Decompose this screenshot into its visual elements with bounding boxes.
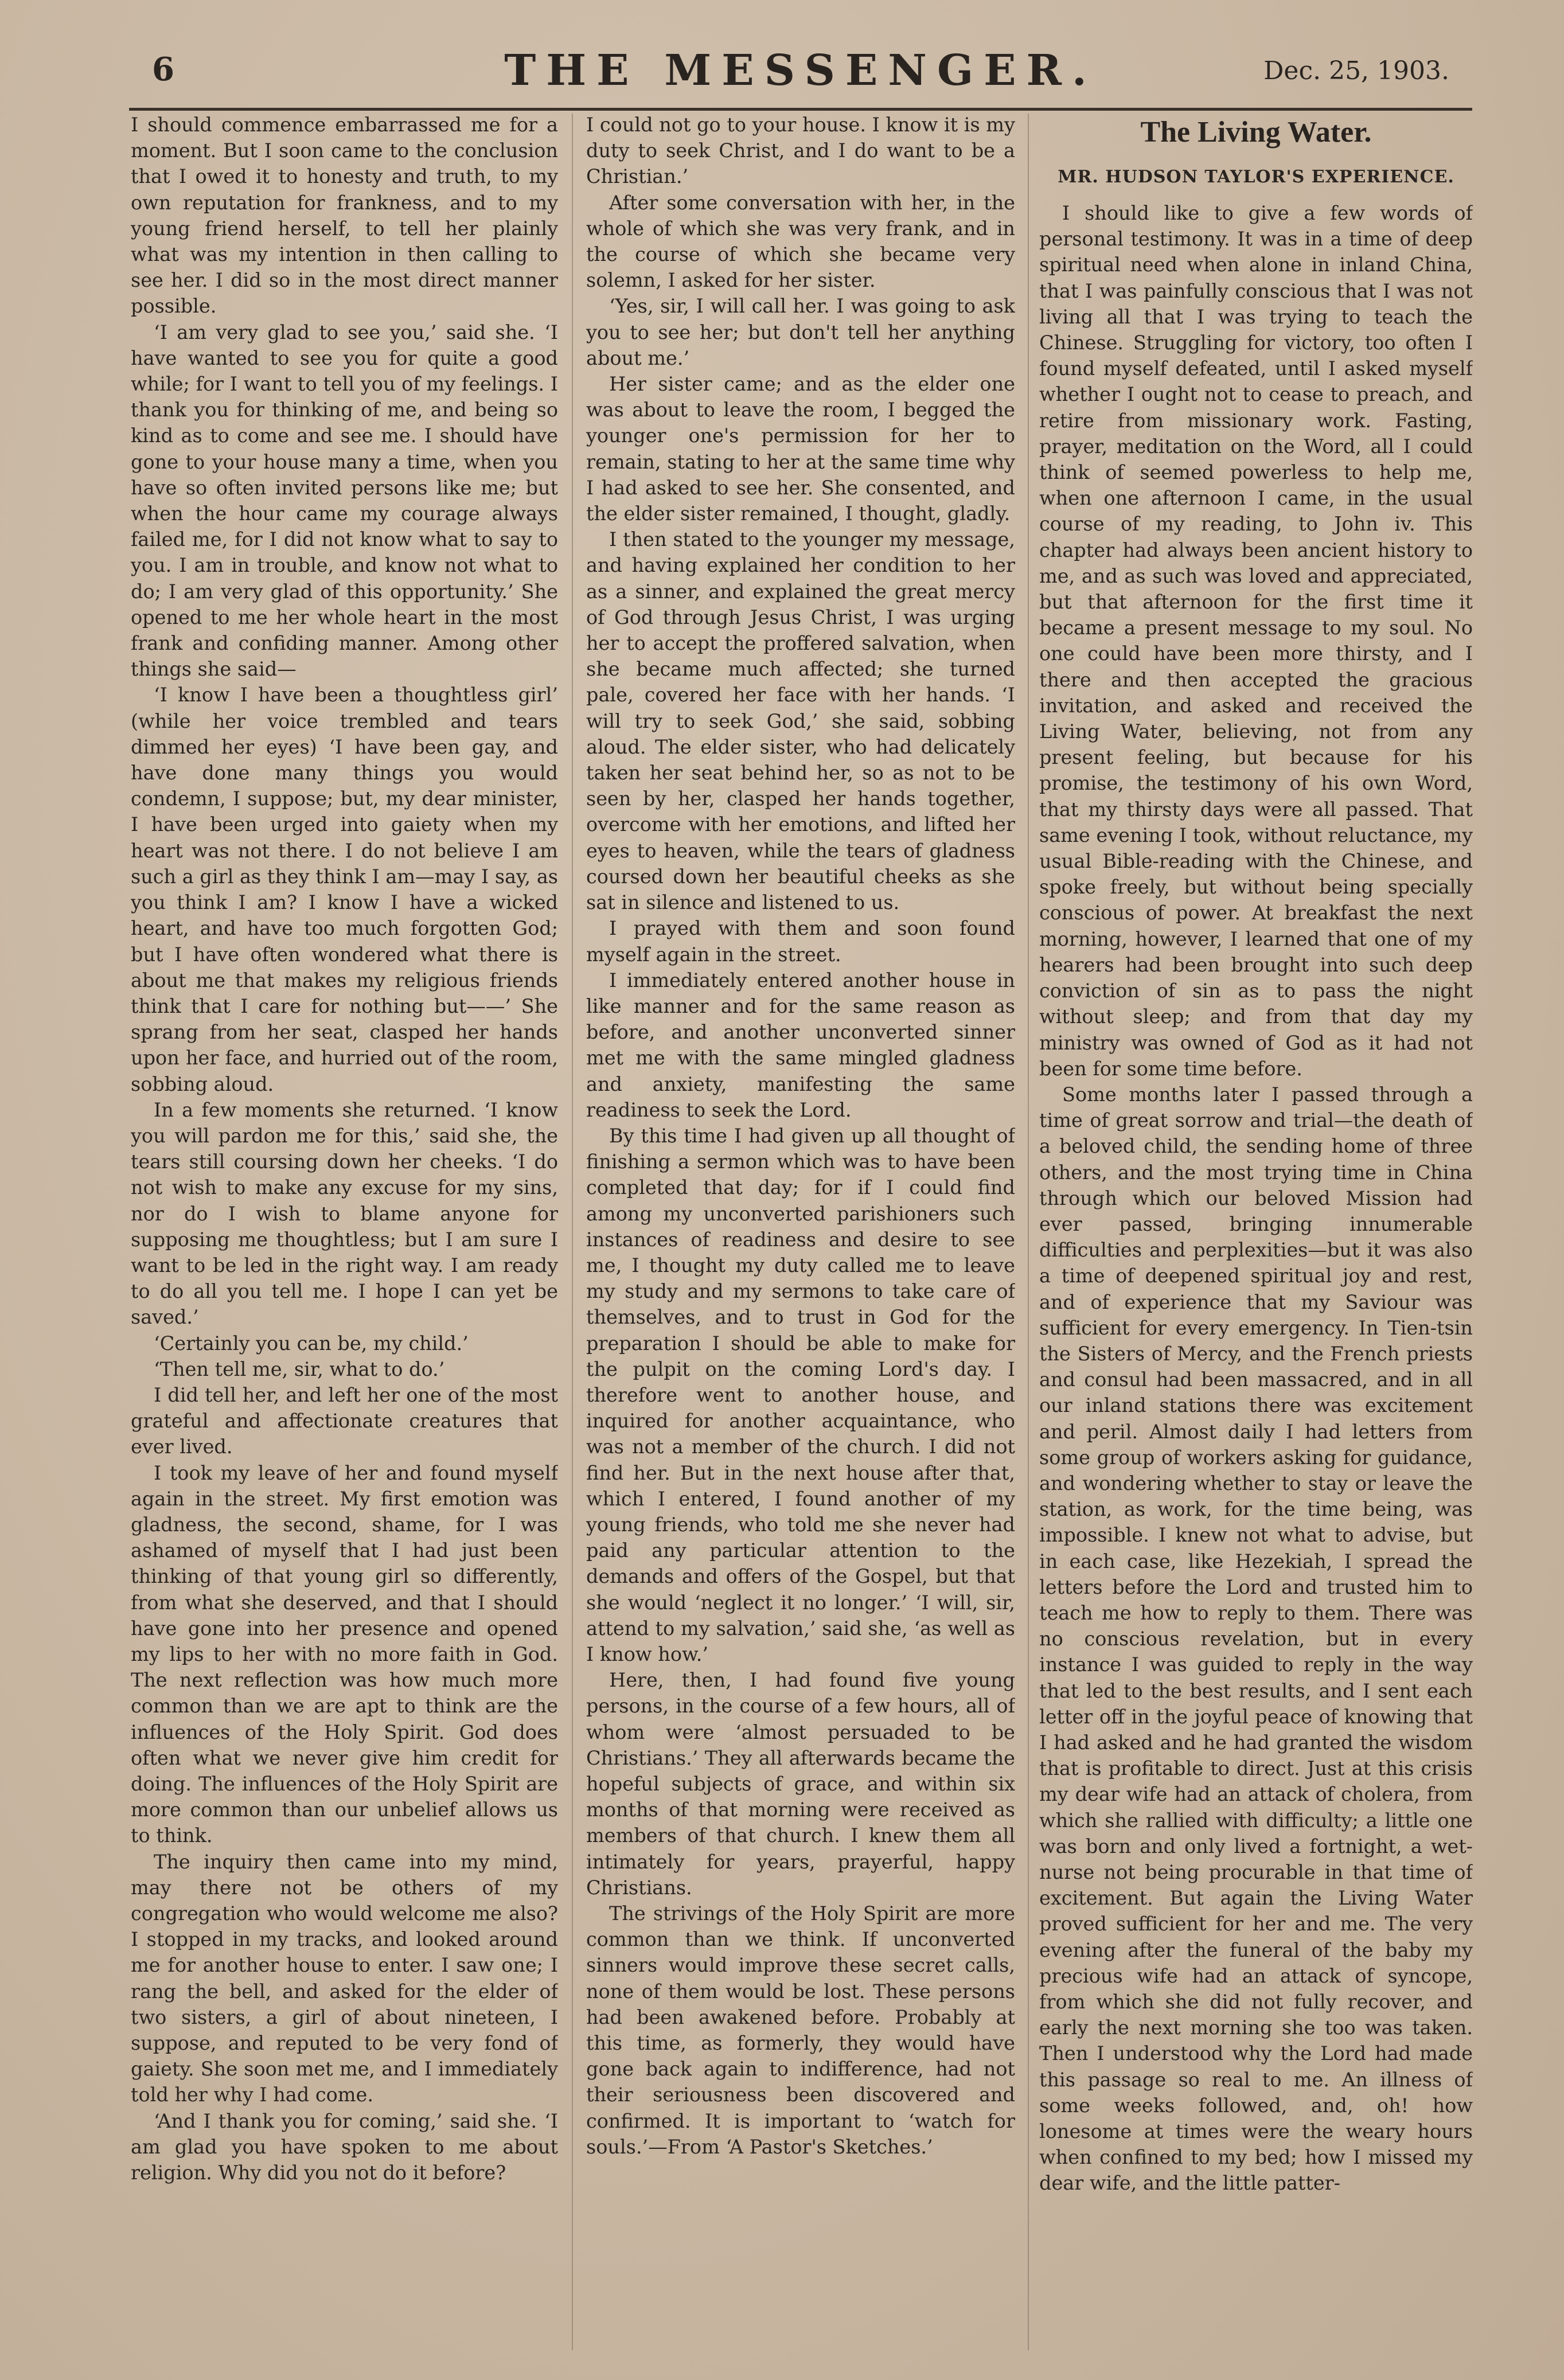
paragraph: Some months later I passed through a time of great sorrow and trial—the death of a beloved child, the sending home of three others, and the most trying time in China through which our beloved Mission had ever passed, bringing innumerable difficulties and perplexities—but it was also a time of deepened spiritual joy and rest, and of experience that my Saviour was sufficient for every emergency. In Tien-tsin the Sisters of Mercy, and the French priests and consul had been massacred, and in all our inland stations there was excitement and peril. Almost daily I had letters from some group of workers asking for guidance, and wondering whether to stay or leave the station, as work, for the time being, was impossible. I knew not what to advise, but in each case, like Hezekiah, I spread the letters before the Lord and trusted him to teach me how to reply to them. There was no conscious revelation, but in every instance I was guided to reply in the way that led to the best results, and I sent each letter off in the joyful peace of knowing that I had asked and he had granted the wisdom that is profitable to direct. Just at this crisis my dear wife had an attack of cholera, from which she rallied with difficulty; a little one was born and only lived a fortnight, a wet-nurse not being procurable in that time of excitement. But again the Living Water proved sufficient for her and me. The very evening after the funeral of the baby my precious wife had an attack of syncope, from which she did not fully recover, and early the next morning she too was taken. Then I understood why the Lord had made this passage so real to me. An illness of some weeks followed, and, oh! how lonesome at times were the weary hours when confined to my bed; how I missed my dear wife, and the little patter- — [1039, 1083, 1473, 2195]
paragraph: Here, then, I had found five young persons, in the course of a few hours, all of whom were ‘almost persuaded to be Christians.’ They all afterwards became the hopeful subjects of grace, and within six months of that morning were received as members of that church. I knew them all intimately for years, prayerful, happy Christians. — [586, 1669, 1015, 1899]
paragraph: I immediately entered another house in like manner and for the same reason as before, and another unconverted sinner met me with the same mingled gladness and anxiety, manifesting the same readiness to seek the Lord. — [586, 969, 1015, 1121]
paragraph: After some conversation with her, in the whole of which she was very frank, and in the course of which she became very solemn, I asked for her sister. — [586, 191, 1015, 292]
issue-date: Dec. 25, 1903. — [1263, 56, 1449, 85]
header-rule — [129, 108, 1472, 111]
paragraph: ‘I am very glad to see you,’ said she. ‘I have wanted to see you for quite a good while; for I want to tell you of my feelings. I thank you for thinking of me, and being so kind as to come and see me. I should have gone to your house many a time, when you have so often invited persons like me; but when the hour came my courage always failed me, for I did not know what to say to you. I am in trouble, and know not what to do; I am very glad of this opportunity.’ She opened to me her whole heart in the most frank and confiding manner. Among other things she said— — [131, 321, 558, 681]
article-title: The Living Water. — [1140, 116, 1372, 149]
column-3 — [1039, 112, 1473, 2360]
paragraph: I should like to give a few words of personal testimony. It was in a time of deep spiritual need when alone in inland China, that I was painfully conscious that I was not living all that I was trying to teach the Chinese. Struggling for victory, too often I found myself defeated, until I asked myself whether I ought not to cease to preach, and retire from missionary work. Fasting, prayer, meditation on the Word, all I could think of seemed powerless to help me, when one afternoon I came, in the usual course of my reading, to John iv. This chapter had always been ancient history to me, and as such was loved and appreciated, but that afternoon for the first time it became a present message to my soul. No one could have been more thirsty, and I there and then accepted the gracious invitation, and asked and received the Living Water, believing, not from any present feeling, but because for his promise, the testimony of his own Word, that my thirsty days were all passed. That same evening I took, without reluctance, my usual Bible-reading with the Chinese, and spoke freely, but without being specially conscious of power. At breakfast the next morning, however, I learned that one of my hearers had been brought into such deep conviction of sin as to pass the night without sleep; and from that day my ministry was owned of God as it had not been for some time before. — [1039, 202, 1473, 1080]
column-divider-2 — [1028, 114, 1029, 2350]
paragraph: The inquiry then came into my mind, may there not be others of my congregation who would welcome me also? I stopped in my tracks, and looked around me for another house to enter. I saw one; I rang the bell, and asked for the elder of two sisters, a girl of about nineteen, I suppose, and reputed to be very fond of gaiety. She soon met me, and I immediately told her why I had come. — [131, 1850, 558, 2106]
paragraph: I did tell her, and left her one of the most grateful and affectionate creatures that ever lived. — [131, 1383, 558, 1458]
paragraph: By this time I had given up all thought of finishing a sermon which was to have been completed that day; for if I could find among my unconverted parishioners such instances of readiness and desire to see me, I thought my duty called me to leave my study and my sermons to take care of themselves, and to trust in God for the preparation I should be able to make for the pulpit on the coming Lord's day. I therefore went to another house, and inquired for another acquaintance, who was not a member of the church. I did not find her. But in the next house after that, which I entered, I found another of my young friends, who told me she never had paid any particular attention to the demands and offers of the Gospel, but that she would ‘neglect it no longer.’ ‘I will, sir, attend to my salvation,’ said she, ‘as well as I know how.’ — [586, 1124, 1015, 1665]
paragraph: In a few moments she returned. ‘I know you will pardon me for this,’ said she, the tears still coursing down her cheeks. ‘I do not wish to make any excuse for my sins, nor do I wish to blame anyone for supposing me thoughtless; but I am sure I want to be led in the right way. I am ready to do all you tell me. I hope I can yet be saved.’ — [131, 1098, 558, 1329]
column-2 — [586, 112, 1015, 2360]
page-header — [152, 41, 1449, 116]
column-divider-1 — [572, 114, 573, 2350]
paragraph: I took my leave of her and found myself again in the street. My first emotion was gladness, the second, shame, for I was ashamed of myself that I had just been thinking of that young girl so differently, from what she deserved, and that I should have gone into her presence and opened my lips to her with no more faith in God. The next reflection was how much more common than we are apt to think are the influences of the Holy Spirit. God does often what we never give him credit for doing. The influences of the Holy Spirit are more common than our unbelief allows us to think. — [131, 1461, 558, 1847]
paragraph: I could not go to your house. I know it is my duty to seek Christ, and I do want to be a Christian.’ — [586, 114, 1015, 188]
paragraph: ‘Then tell me, sir, what to do.’ — [154, 1357, 445, 1380]
paragraph: I then stated to the younger my message, and having explained her condition to her as a sinner, and explained the great mercy of God through Jesus Christ, I was urging her to accept the proffered salvation, when she became much affected; she turned pale, covered her face with her hands. ‘I will try to seek God,’ she said, sobbing aloud. The elder sister, who had delicately taken her seat behind her, so as not to be seen by her, clasped her hands together, overcome with her emotions, and lifted her eyes to heaven, while the tears of gladness coursed down her beautiful cheeks as she sat in silence and listened to us. — [586, 528, 1015, 914]
page-number: 6 — [152, 50, 174, 88]
paragraph: ‘Yes, sir, I will call her. I was going to ask you to see her; but don't tell her anything about me.’ — [586, 295, 1015, 369]
paragraph: ‘I know I have been a thoughtless girl’ (while her voice trembled and tears dimmed her eyes) ‘I have been gay, and have done many things you would condemn, I suppose; but, my dear minister, I have been urged into gaiety when my heart was not there. I do not believe I am such a girl as they think I am—may I say, as you think I am? I know I have a wicked heart, and have too much forgotten God; but I have often wondered what there is about me that makes my religious friends think that I care for nothing but——’ She sprang from her seat, clasped her hands upon her face, and hurried out of the room, sobbing aloud. — [131, 684, 558, 1095]
article-subtitle: MR. HUDSON TAYLOR'S EXPERIENCE. — [1058, 167, 1454, 187]
paragraph: I should commence embarrassed me for a moment. But I soon came to the conclusion that I owed it to honesty and truth, to my own reputation for frankness, and to my young friend herself, to tell her plainly what was my intention in then calling to see her. I did so in the most direct manner possible. — [131, 114, 558, 318]
paragraph: ‘And I thank you for coming,’ said she. ‘I am glad you have spoken to me about religion. Why did you not do it before? — [131, 2109, 558, 2184]
paragraph: Her sister came; and as the elder one was about to leave the room, I begged the younger one's permission for her to remain, stating to her at the same time why I had asked to see her. She consented, and the elder sister remained, I thought, gladly. — [586, 373, 1015, 525]
paragraph: ‘Certainly you can be, my child.’ — [154, 1332, 469, 1355]
column-1 — [131, 112, 558, 2360]
masthead-title: THE MESSENGER. — [504, 46, 1097, 95]
paragraph: The strivings of the Holy Spirit are more common than we think. If unconverted sinners would improve these secret calls, none of them would be lost. These persons had been awakened before. Probably at this time, as formerly, they would have gone back again to indifference, had not their seriousness been discovered and confirmed. It is important to ‘watch for souls.’—From ‘A Pastor's Sketches.’ — [586, 1902, 1015, 2158]
paragraph: I prayed with them and soon found myself again in the street. — [586, 917, 1015, 966]
